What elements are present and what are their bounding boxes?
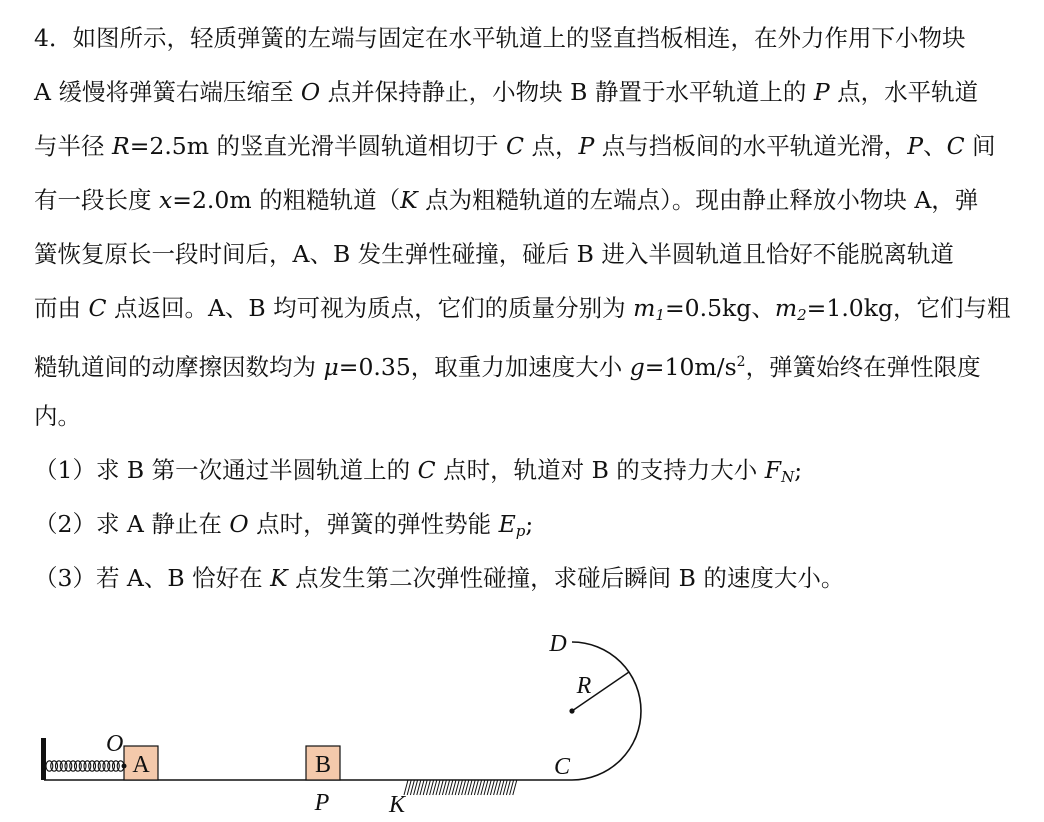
text-run: 点发生第二次弹性碰撞，求碰后瞬间 B 的速度大小。 xyxy=(287,564,845,592)
semicircle-track xyxy=(572,642,641,780)
var-C: C xyxy=(417,456,436,484)
label-c: C xyxy=(553,754,571,780)
text-run: =1.0kg，它们与粗 xyxy=(806,294,1011,322)
text-run: =2.0m 的粗糙轨道（ xyxy=(172,186,401,214)
var-g: g xyxy=(629,353,645,381)
text-run: 点并保持静止，小物块 B 静置于水平轨道上的 xyxy=(320,78,814,106)
text-run: 间 xyxy=(964,132,996,160)
subscript: p xyxy=(515,522,526,540)
var-R: R xyxy=(111,132,130,160)
text-run: 点， xyxy=(523,132,579,160)
text-run: 如图所示，轻质弹簧的左端与固定在水平轨道上的竖直挡板相连，在外力作用下小物块 xyxy=(72,24,966,52)
text-run: ，弹簧始终在弹性限度 xyxy=(745,353,981,381)
var-mu: μ xyxy=(323,353,339,381)
question-2 xyxy=(34,504,1019,558)
var-m: m xyxy=(774,294,798,322)
text-run: 与半径 xyxy=(34,132,112,160)
text-run: ; xyxy=(525,510,534,538)
text-run: =2.5m 的竖直光滑半圆轨道相切于 xyxy=(129,132,506,160)
question-3 xyxy=(34,558,1019,612)
var-P: P xyxy=(907,132,924,160)
text-run: 、 xyxy=(923,132,947,160)
question-1 xyxy=(34,450,1019,504)
var-m: m xyxy=(633,294,656,322)
var-F: F xyxy=(764,456,782,484)
var-C: C xyxy=(88,294,107,322)
text-run: （2）求 A 静止在 xyxy=(34,510,230,538)
text-run: 有一段长度 xyxy=(34,186,159,214)
problem-line-6 xyxy=(34,288,1019,342)
text-run: （3）若 A、B 恰好在 xyxy=(34,564,271,592)
block-b-label: B xyxy=(314,752,332,778)
text-run: 点，水平轨道 xyxy=(829,78,979,106)
text-run: （1）求 B 第一次通过半圆轨道上的 xyxy=(34,456,418,484)
text-run: 而由 xyxy=(34,294,89,322)
problem-line-3 xyxy=(34,126,1019,180)
text-run: 点时，弹簧的弹性势能 xyxy=(248,510,499,538)
text-run: =0.35，取重力加速度大小 xyxy=(338,353,630,381)
label-r: R xyxy=(576,673,592,699)
text-run: 簧恢复原长一段时间后，A、B 发生弹性碰撞，碰后 B 进入半圆轨道且恰好不能脱离轨道 xyxy=(34,240,954,268)
problem-line-1 xyxy=(34,18,1019,72)
problem-line-2 xyxy=(34,72,1019,126)
physics-figure xyxy=(0,620,1044,822)
problem-line-4 xyxy=(34,180,1019,234)
subscript: 1 xyxy=(655,306,665,324)
var-K: K xyxy=(400,186,418,214)
var-P: P xyxy=(813,78,830,106)
problem-text xyxy=(34,18,1019,612)
text-run: 糙轨道间的动摩擦因数均为 xyxy=(34,353,324,381)
var-C: C xyxy=(946,132,965,160)
label-k: K xyxy=(388,792,406,818)
problem-number: 4． xyxy=(34,24,73,52)
label-d: D xyxy=(549,631,567,657)
text-run: 点与挡板间的水平轨道光滑， xyxy=(594,132,908,160)
var-C: C xyxy=(505,132,524,160)
var-O: O xyxy=(300,78,321,106)
spring xyxy=(46,761,124,771)
subscript: N xyxy=(781,468,795,486)
problem-line-8 xyxy=(34,396,1019,450)
point-o-dot xyxy=(122,764,127,769)
text-run: 内。 xyxy=(34,402,81,430)
label-p: P xyxy=(314,790,330,816)
block-a-label: A xyxy=(132,752,150,778)
text-run: ; xyxy=(794,456,803,484)
problem-line-7 xyxy=(34,342,1019,396)
text-run: =0.5kg、 xyxy=(664,294,775,322)
text-run: =10m/s xyxy=(644,353,737,381)
var-P: P xyxy=(578,132,595,160)
problem-line-5 xyxy=(34,234,1019,288)
text-run: 点为粗糙轨道的左端点）。现由静止释放小物块 A，弹 xyxy=(417,186,979,214)
text-run: 点返回。A、B 均可视为质点，它们的质量分别为 xyxy=(106,294,634,322)
var-K: K xyxy=(270,564,288,592)
text-run: 点时，轨道对 B 的支持力大小 xyxy=(435,456,765,484)
var-O: O xyxy=(229,510,249,538)
rough-section xyxy=(404,780,517,795)
var-E: E xyxy=(498,510,516,538)
superscript: 2 xyxy=(736,354,746,370)
label-o: O xyxy=(106,731,124,757)
var-x: x xyxy=(158,186,173,214)
text-run: A 缓慢将弹簧右端压缩至 xyxy=(34,78,301,106)
wall-baffle xyxy=(41,738,46,780)
subscript: 2 xyxy=(797,306,807,324)
